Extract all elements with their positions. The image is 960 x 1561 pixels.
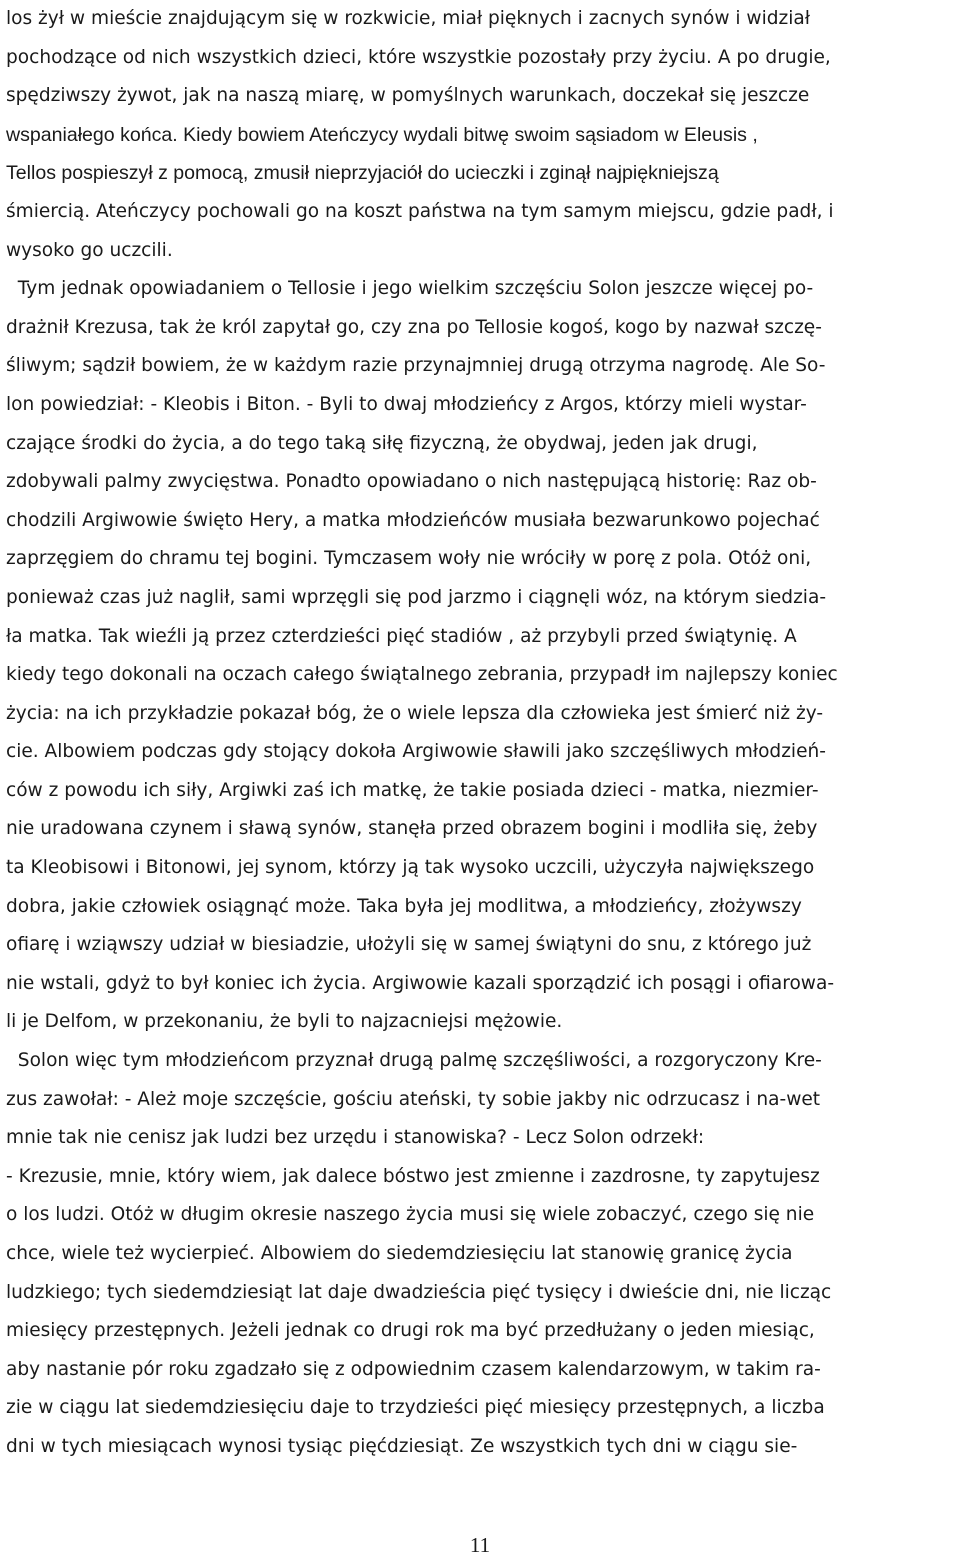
- text-line: pochodzące od nich wszystkich dzieci, które wszystkie pozostały przy życiu. A po drugie,: [6, 46, 831, 68]
- text-line: o los ludzi. Otóż w długim okresie naszego życia musi się wiele zobaczyć, czego się nie: [6, 1204, 815, 1226]
- text-line: zaprzęgiem do chramu tej bogini. Tymczasem woły nie wróciły w porę z pola. Otóż oni,: [6, 548, 812, 570]
- text-line: ofiarę i wziąwszy udział w biesiadzie, ułożyli się w samej świątyni do snu, z którego już: [6, 934, 812, 956]
- text-line: ta Kleobisowi i Bitonowi, jej synom, którzy ją tak wysoko uczcili, użyczyła największego: [6, 857, 815, 879]
- text-line: los żył w mieście znajdującym się w rozkwicie, miał pięknych i zacnych synów i widział: [6, 8, 811, 29]
- page-number: 11: [469, 1533, 491, 1557]
- text-line: dni w tych miesiącach wynosi tysiąc pięćdziesiąt. Ze wszystkich tych dni w ciągu sie-: [6, 1435, 798, 1457]
- text-line: miesięcy przestępnych. Jeżeli jednak co drugi rok ma być przedłużany o jeden miesiąc,: [6, 1320, 815, 1342]
- text-line: aby nastanie pór roku zgadzało się z odpowiednim czasem kalendarzowym, w takim ra-: [6, 1358, 821, 1380]
- text-line: wspaniałego końca. Kiedy bowiem Ateńczycy wydali bitwę swoim sąsiadom w Eleusis ,: [6, 123, 758, 146]
- text-line: ponieważ czas już naglił, sami wprzęgli się pod jarzmo i ciągnęli wóz, na którym siedzia-: [6, 586, 827, 608]
- text-line: mnie tak nie cenisz jak ludzi bez urzędu i stanowiska? - Lecz Solon odrzekł:: [6, 1127, 705, 1149]
- text-line: ców z powodu ich siły, Argiwki zaś ich matkę, że takie posiada dzieci - matka, niezmier-: [6, 779, 819, 801]
- text-line: Solon więc tym młodzieńcom przyznał drugą palmę szczęśliwości, a rozgoryczony Kre-: [6, 1050, 822, 1072]
- text-line: śmiercią. Ateńczycy pochowali go na koszt państwa na tym samym miejscu, gdzie padł, i: [6, 200, 834, 222]
- text-line: zie w ciągu lat siedemdziesięciu daje to trzydzieści pięć miesięcy przestępnych, a liczba: [6, 1397, 825, 1419]
- text-line: kiedy tego dokonali na oczach całego świątalnego zebrania, przypadł im najlepszy koniec: [6, 664, 838, 686]
- text-line: spędziwszy żywot, jak na naszą miarę, w pomyślnych warunkach, doczekał się jeszcze: [6, 85, 810, 107]
- text-line: zdobywali palmy zwycięstwa. Ponadto opowiadano o nich następującą historię: Raz ob-: [6, 471, 817, 493]
- text-line: zus zawołał: - Ależ moje szczęście, gościu ateński, ty sobie jakby nic odrzucasz i na-wet: [6, 1088, 821, 1110]
- text-line: Tym jednak opowiadaniem o Tellosie i jego wielkim szczęściu Solon jeszcze więcej po-: [6, 278, 814, 300]
- text-line: lon powiedział: - Kleobis i Biton. - Byli to dwaj młodzieńcy z Argos, którzy mieli wystar-: [6, 393, 807, 415]
- text-line: chodzili Argiwowie święto Hery, a matka młodzieńców musiała bezwarunkowo pojechać: [6, 509, 820, 531]
- text-line: dobra, jakie człowiek osiągnąć może. Taka była jej modlitwa, a młodzieńcy, złożywszy: [6, 895, 802, 917]
- text-line: - Krezusie, mnie, który wiem, jak dalece bóstwo jest zmienne i zazdrosne, ty zapytujesz: [6, 1165, 820, 1187]
- text-line: nie wstali, gdyż to był koniec ich życia. Argiwowie kazali sporządzić ich posągi i ofiarowa-: [6, 972, 835, 994]
- text-line: ła matka. Tak wieźli ją przez czterdzieści pięć stadiów , aż przybyli przed świątynię. A: [6, 625, 797, 647]
- text-line: życia: na ich przykładzie pokazał bóg, że o wiele lepsza dla człowieka jest śmierć niż ży-: [6, 702, 824, 724]
- text-line: drażnił Krezusa, tak że król zapytał go, czy zna po Tellosie kogoś, kogo by nazwał szczę-: [6, 316, 822, 338]
- text-line: chce, wiele też wycierpieć. Albowiem do siedemdziesięciu lat stanowię granicę życia: [6, 1243, 793, 1264]
- text-line: Tellos pospieszył z pomocą, zmusił nieprzyjaciół do ucieczki i zginął najpiękniejszą: [6, 162, 719, 185]
- text-line: wysoko go uczcili.: [6, 239, 173, 261]
- text-line: śliwym; sądził bowiem, że w każdym razie przynajmniej drugą otrzyma nagrodę. Ale So-: [6, 355, 826, 377]
- text-line: cie. Albowiem podczas gdy stojący dokoła Argiwowie sławili jako szczęśliwych młodzień-: [6, 741, 826, 763]
- text-line: li je Delfom, w przekonaniu, że byli to najzacniejsi mężowie.: [6, 1011, 563, 1033]
- body-text: [6, 0, 958, 1467]
- text-line: nie uradowana czynem i sławą synów, stanęła przed obrazem bogini i modliła się, żeby: [6, 818, 818, 840]
- text-line: czające środki do życia, a do tego taką siłę fizyczną, że obydwaj, jeden jak drugi,: [6, 432, 758, 454]
- text-line: ludzkiego; tych siedemdziesiąt lat daje dwadzieścia pięć tysięcy i dwieście dni, nie licząc: [6, 1281, 832, 1303]
